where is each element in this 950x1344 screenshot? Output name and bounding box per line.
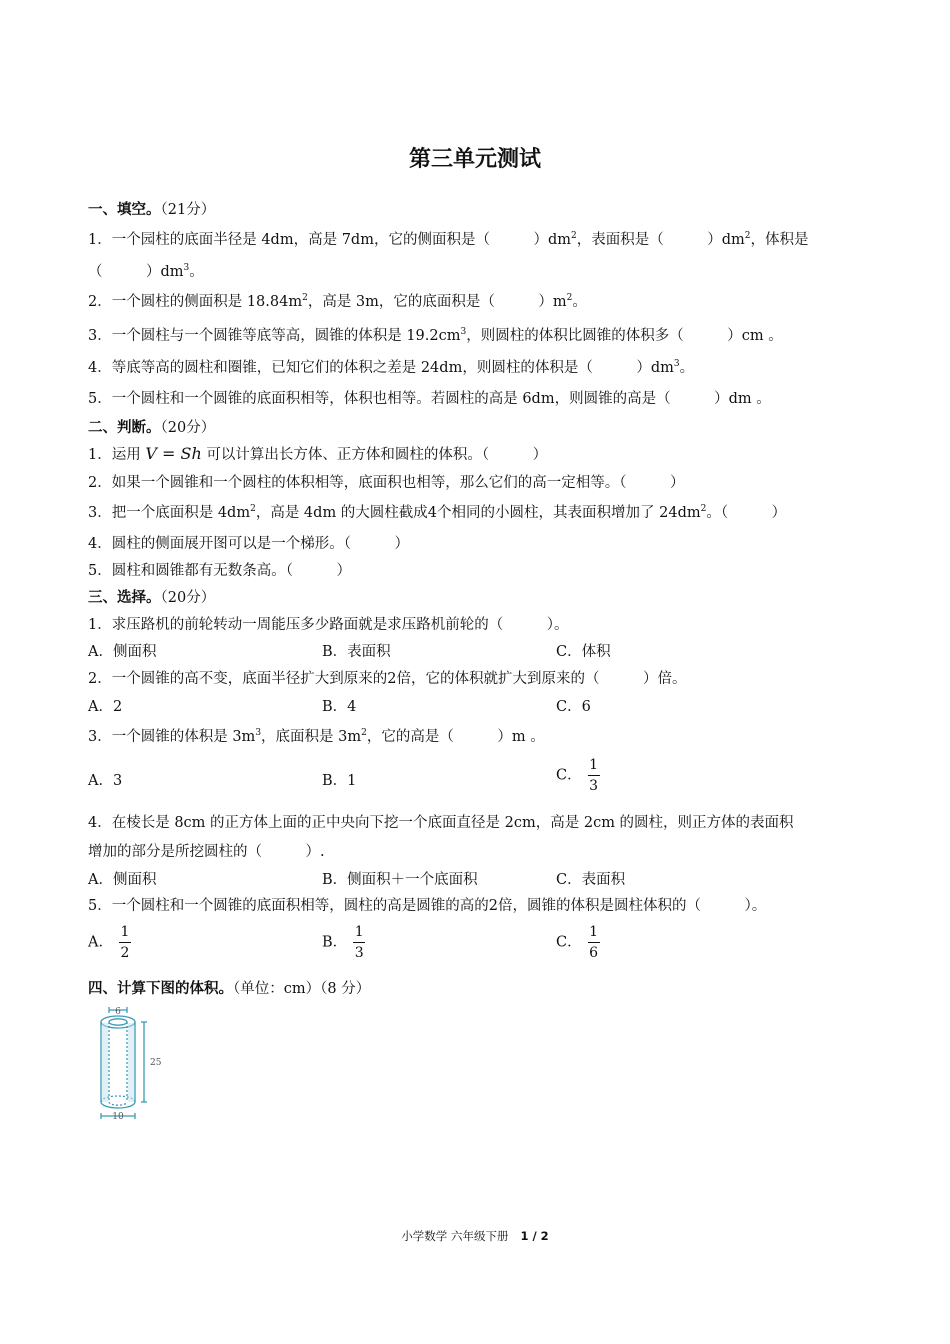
fraction: $\frac{1}{3}$ (589, 757, 599, 794)
option-a: A．2 (88, 699, 123, 715)
option-a: A．3 (88, 773, 123, 789)
option-b: B． $\frac{1}{3}$ (322, 924, 364, 961)
fraction: $\frac{1}{6}$ (589, 924, 599, 961)
judge-question-1: 1．运用 V = Sh 可以计算出长方体、正方体和圆柱的体积。（ ） (88, 444, 548, 463)
judge-question-5: 5．圆柱和圆锥都有无数条高。（ ） (88, 563, 351, 579)
section-heading-calc (88, 977, 370, 998)
fill-question-4: 4．等底等高的圆柱和圈锥，已知它们的体积之差是 24dm，则圆柱的体积是（ ）$dm^3$。 (88, 359, 695, 376)
option-c: C．体积 (556, 644, 611, 660)
section-score: （20分） (160, 590, 216, 606)
fill-question-1: 1．一个园柱的底面半径是 4dm，高是 7dm，它的侧面积是（ ）$dm^2$，表面积是（ ）$dm^2$，体积是 (88, 231, 809, 248)
option-c: C． $\frac{1}{3}$ (556, 757, 599, 794)
page-footer (0, 1228, 950, 1244)
section-title: 四、计算下图的体积。 (88, 980, 233, 997)
section-score: （单位：cm）（8 分） (233, 981, 371, 997)
dimension-label-side: 25 (150, 1058, 162, 1068)
option-c: C． $\frac{1}{6}$ (556, 924, 599, 961)
fraction: $\frac{1}{3}$ (354, 924, 364, 961)
page-number: 1 / 2 (520, 1229, 549, 1243)
section-title: 二、判断。 (88, 419, 161, 436)
choice-question-2: 2．一个圆锥的高不变，底面半径扩大到原来的2倍，它的体积就扩大到原来的（ ）倍。 (88, 671, 687, 687)
judge-question-3: 3．把一个底面积是 $4dm^2$，高是 4dm 的大圆柱截成4个相同的小圆柱，其表面积增加了 $24dm^2$。（ ） (88, 504, 787, 521)
option-a: A．侧面积 (88, 644, 157, 660)
dimension-label-bottom: 10 (112, 1112, 124, 1122)
choice-question-1: 1．求压路机的前轮转动一周能压多少路面就是求压路机前轮的（ ）。 (88, 617, 569, 633)
footer-text: 小学数学 六年级下册 (401, 1229, 509, 1243)
cylinder-diagram (88, 1002, 160, 1126)
formula: V = Sh (145, 444, 202, 463)
choice-question-4-continued: 增加的部分是所挖圆柱的（ ）. (88, 844, 325, 860)
option-b: B．侧面积＋一个底面积 (322, 872, 478, 888)
dimension-label-top: 6 (115, 1007, 121, 1017)
option-b: B．1 (322, 773, 357, 789)
option-c: C．6 (556, 699, 591, 715)
section-score: （21分） (160, 202, 216, 218)
option-b: B．4 (322, 699, 357, 715)
section-heading-choice (88, 586, 215, 607)
fill-question-5: 5．一个圆柱和一个圆锥的底面积相等，体积也相等。若圆柱的高是 6dm，则圆锥的高是（ ）dm 。 (88, 391, 771, 407)
page-title: 第三单元测试 (408, 146, 541, 172)
option-c: C．表面积 (556, 872, 626, 888)
choice-question-4: 4．在棱长是 8cm 的正方体上面的正中央向下挖一个底面直径是 2cm，高是 2cm 的圆柱，则正方体的表面积 (88, 815, 794, 831)
choice-question-5: 5．一个圆柱和一个圆锥的底面积相等，圆柱的高是圆锥的高的2倍，圆锥的体积是圆柱体积的（ ）。 (88, 898, 767, 914)
section-score: （20分） (160, 420, 216, 436)
judge-question-4: 4．圆柱的侧面展开图可以是一个梯形。（ ） (88, 536, 409, 552)
section-title: 一、填空。 (88, 201, 161, 218)
fill-question-1-continued: （ ）$dm^3$。 (88, 263, 204, 280)
fraction: $\frac{1}{2}$ (120, 924, 130, 961)
section-heading-fill (88, 198, 215, 219)
section-heading-judge (88, 416, 215, 437)
fill-question-2: 2．一个圆柱的侧面积是 $18.84m^2$，高是 3m，它的底面积是（ ）$m^2$。 (88, 293, 587, 310)
option-b: B．表面积 (322, 644, 391, 660)
fill-question-3: 3．一个圆柱与一个圆锥等底等高，圆锥的体积是 $19.2cm^3$，则圆柱的体积比圆锥的体积多（ ）cm 。 (88, 327, 783, 344)
hollow-cylinder-figure (88, 1002, 160, 1126)
judge-question-2: 2．如果一个圆锥和一个圆柱的体积相等，底面积也相等，那么它们的高一定相等。（ ） (88, 475, 685, 491)
section-title: 三、选择。 (88, 589, 161, 606)
option-a: A． $\frac{1}{2}$ (88, 924, 130, 961)
choice-question-3: 3．一个圆锥的体积是 $3m^3$，底面积是 $3m^2$，它的高是（ ）m 。 (88, 728, 545, 745)
option-a: A．侧面积 (88, 872, 157, 888)
